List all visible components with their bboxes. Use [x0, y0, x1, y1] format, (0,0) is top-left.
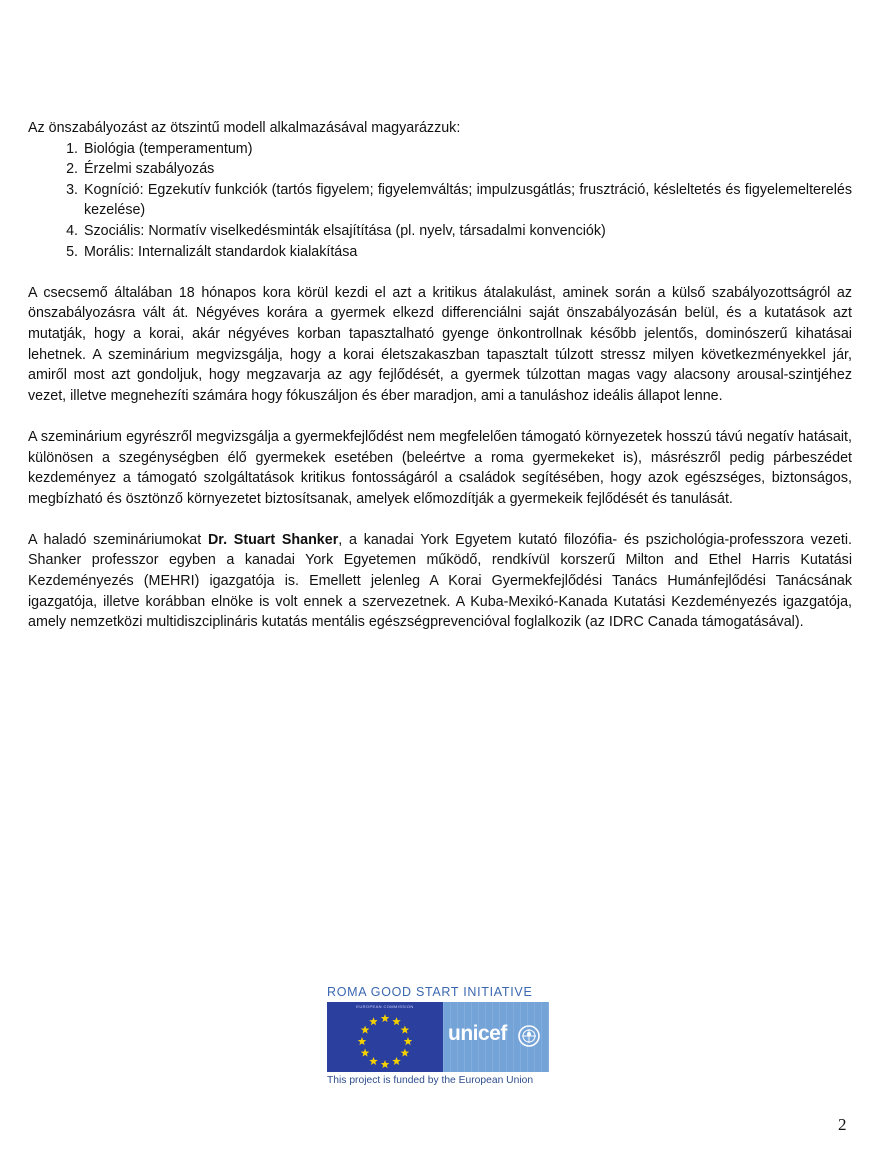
star-icon — [361, 1049, 370, 1057]
document-body — [28, 118, 852, 633]
logo-banner — [327, 1002, 549, 1072]
page-number: 2 — [838, 1115, 847, 1134]
model-levels-list — [28, 139, 852, 263]
star-icon — [381, 1060, 390, 1068]
star-icon — [401, 1049, 410, 1057]
unicef-wordmark: unicef — [448, 1022, 507, 1045]
star-icon — [369, 1017, 378, 1025]
paragraph-development: A csecsemő általában 18 hónapos kora körül kezdi el azt a kritikus átalakulást, aminek során a külső szabályozottságról az önszabályozásra vált át. Négyéves korára a gyermek elkezd differenciálni saját önszabályozásán belül, és a kutatások azt mutatják, hogy a korai, akár négyéves korban tapasztalható gyenge önkontrollnak később jelentős, dominószerű kihatásai lehetnek. A szeminárium megvizsgálja, hogy a korai életszakaszban tapasztalt túlzott stressz milyen következményekkel jár, amiről most azt gondoljuk, hogy megzavarja az agy fejlődését, a gyermek túlzottan magas vagy alacsony arousal-szintjéhez vezet, illetve megnehezíti számára hogy fókuszáljon és éber maradjon, ami a tanuláshoz ideális állapot lenne. — [28, 284, 852, 404]
star-icon — [404, 1037, 413, 1045]
star-icon — [401, 1026, 410, 1034]
star-icon — [361, 1026, 370, 1034]
list-item: 1. Biológia (temperamentum) — [82, 139, 852, 160]
star-icon — [392, 1017, 401, 1025]
unicef-logo — [443, 1002, 549, 1072]
list-item: 2. Érzelmi szabályozás — [82, 159, 852, 180]
european-commission-text: EUROPEAN COMMISSION — [356, 1004, 414, 1009]
paragraph-text: A haladó szemináriumokat — [28, 531, 208, 548]
roma-good-start-logo — [327, 985, 549, 1087]
star-icon — [392, 1057, 401, 1065]
star-icon — [381, 1014, 390, 1022]
logo-title: ROMA GOOD START INITIATIVE — [327, 985, 533, 999]
paragraph-shanker — [28, 530, 852, 633]
list-item: 3. Kogníció: Egzekutív funkciók (tartós figyelem; figyelemváltás; impulzusgátlás; frusztráció, késleltetés és figyelemelterelés kezelése) — [82, 180, 852, 221]
funding-note: This project is funded by the European Union — [327, 1075, 534, 1086]
paragraph-text: , a kanadai York Egyetem kutató filozófia- és pszichológia-professzora vezeti. Shanker professzor egyben a kanadai York Egyetemen működő, rendkívül korszerű Milton and Ethel Harris Kutatási Kezdeményezés (MEHRI) igazgatója is. Emellett jelenleg A Korai Gyermekfejlődési Tanács Humánfejlődési Tanácsának igazgatója, illetve korábban elnöke is volt ennek a szervezetnek. A Kuba-Mexikó-Kanada Kutatási Kezdeményezés igazgatója, amely nemzetközi multidiszciplináris kutatás mentális egészségprevencióval foglalkozik (az IDRC Canada támogatásával). — [28, 531, 852, 631]
star-icon — [369, 1057, 378, 1065]
list-item: 4. Szociális: Normatív viselkedésminták elsajítítása (pl. nyelv, társadalmi konvenciók) — [82, 221, 852, 242]
list-item: 5. Morális: Internalizált standardok kialakítása — [82, 242, 852, 263]
paragraph-environment: A szeminárium egyrészről megvizsgálja a gyermekfejlődést nem megfelelően támogató környezetek hosszú távú negatív hatásait, különösen a szegénységben élő gyermekek esetében (beleértve a roma gyermekeket is), másrészről pedig párbeszédet kezdeményez a támogató szolgáltatások kritikus fontosságáról a családok segítésében, hogy azok egészséges, biztonságos, megbízható és ösztönző környezetet biztosítsanak, amelyek előmozdítják a gyermekeik fejlődését és tanulását. — [28, 428, 852, 507]
eu-stars-icon — [327, 1002, 443, 1072]
intro-text: Az önszabályozást az ötszintű modell alkalmazásával magyarázzuk: — [28, 120, 461, 136]
unicef-emblem-icon — [517, 1024, 541, 1048]
star-icon — [358, 1037, 367, 1045]
eu-flag — [327, 1002, 443, 1072]
presenter-name: Dr. Stuart Shanker — [207, 531, 339, 548]
